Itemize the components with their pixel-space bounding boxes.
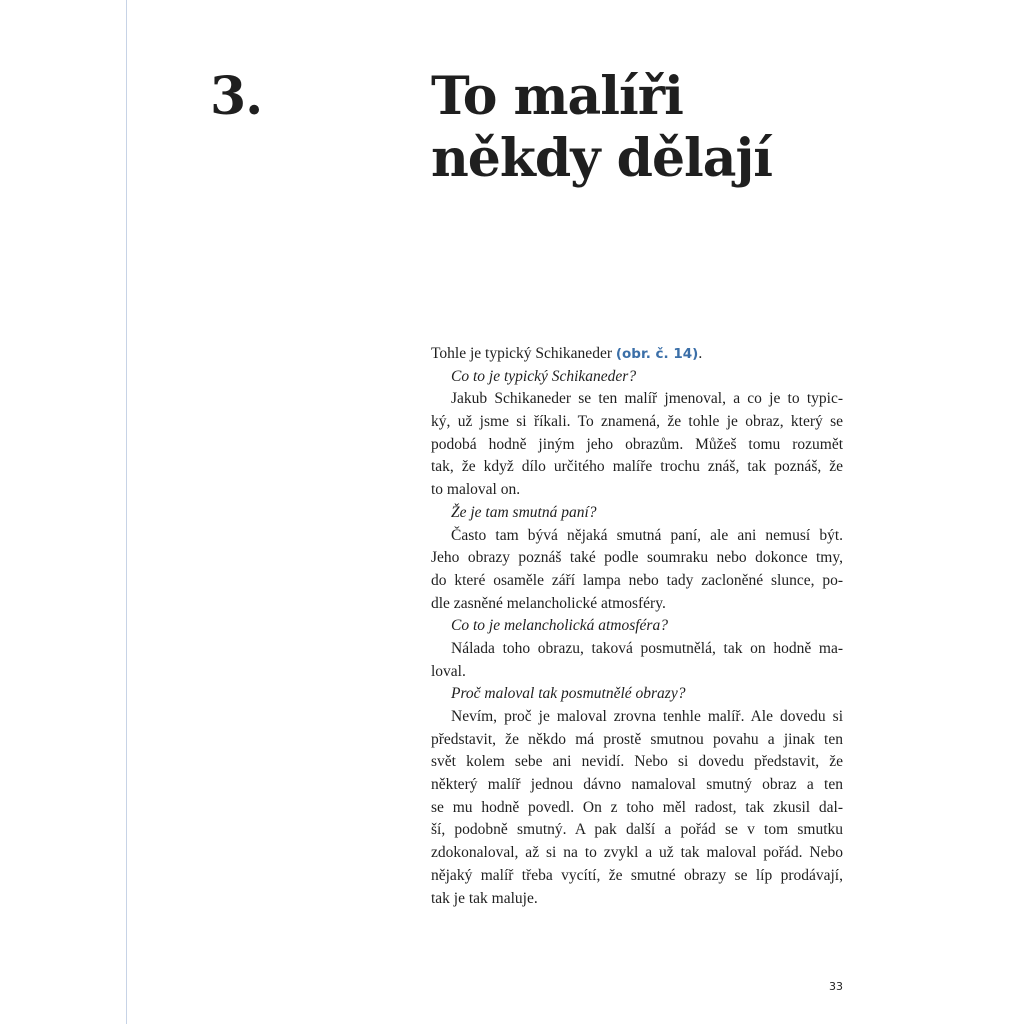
intro-paragraph bbox=[431, 343, 843, 366]
answer-line: Často tam bývá nějaká smutná paní, ale ani nemusí být. bbox=[451, 526, 843, 544]
page-gutter-line bbox=[126, 0, 127, 1024]
answer-line: loval. bbox=[431, 662, 466, 680]
question-line: Co to je melancholická atmosféra? bbox=[451, 617, 668, 635]
answer-line: Nevím, proč je maloval zrovna tenhle malíř. Ale dovedu si bbox=[451, 708, 843, 725]
answer-line: tak, že když dílo určitého malíře trochu znáš, tak poznáš, že bbox=[431, 458, 843, 476]
answer-line: to maloval on. bbox=[431, 481, 521, 499]
question-line: Co to je typický Schikaneder? bbox=[451, 367, 637, 385]
intro-text: Tohle je typický Schikaneder bbox=[431, 345, 616, 362]
answer-line: ší, podobně smutný. A pak další a pořád se v tom smutku bbox=[431, 821, 843, 839]
chapter-number: 3. bbox=[210, 66, 263, 127]
question-line: Že je tam smutná paní? bbox=[451, 503, 597, 521]
answer-line: tak je tak maluje. bbox=[431, 889, 538, 907]
answer-line: nějaký malíř třeba vycítí, že smutné obrazy se líp prodávají, bbox=[431, 866, 843, 884]
answer-line: se mu hodně povedl. On z toho měl radost, tak zkusil dal- bbox=[431, 798, 843, 816]
chapter-title-line: To malíři bbox=[431, 66, 683, 127]
answer-line: Jakub Schikaneder se ten malíř jmenoval, a co je to typic- bbox=[451, 390, 843, 408]
answer-line: některý malíř jednou dávno namaloval smutný obraz a ten bbox=[431, 776, 843, 794]
answer-line: podobá hodně jiným jeho obrazům. Můžeš tomu rozumět bbox=[431, 435, 843, 453]
answer-line: do které osaměle září lampa nebo tady zacloněné slunce, po- bbox=[431, 571, 843, 589]
answer-line: ký, už jsme si říkali. To znamená, že tohle je obraz, který se bbox=[431, 413, 843, 431]
answer-line: Nálada toho obrazu, taková posmutnělá, tak on hodně ma- bbox=[451, 639, 843, 657]
figure-reference-link[interactable]: (obr. č. 14) bbox=[615, 346, 699, 362]
answer-line: dle zasněné melancholické atmosféry. bbox=[431, 594, 666, 612]
intro-text-end: . bbox=[698, 345, 703, 362]
answer-line: svět kolem sebe ani nevidí. Nebo si dovedu představit, že bbox=[431, 753, 843, 771]
answer-line: představit, že někdo má prostě smutnou povahu a jinak ten bbox=[431, 730, 843, 748]
page-number: 33 bbox=[829, 980, 843, 993]
chapter-title bbox=[431, 66, 901, 190]
answer-line: Jeho obrazy poznáš také podle soumraku nebo dokonce tmy, bbox=[431, 549, 843, 567]
body-text bbox=[431, 343, 843, 910]
question-line: Proč maloval tak posmutnělé obrazy? bbox=[451, 685, 686, 703]
answer-line: zdokonaloval, až si na to zvykl a už tak maloval pořád. Nebo bbox=[431, 844, 843, 862]
chapter-title-line: někdy dělají bbox=[431, 128, 773, 189]
